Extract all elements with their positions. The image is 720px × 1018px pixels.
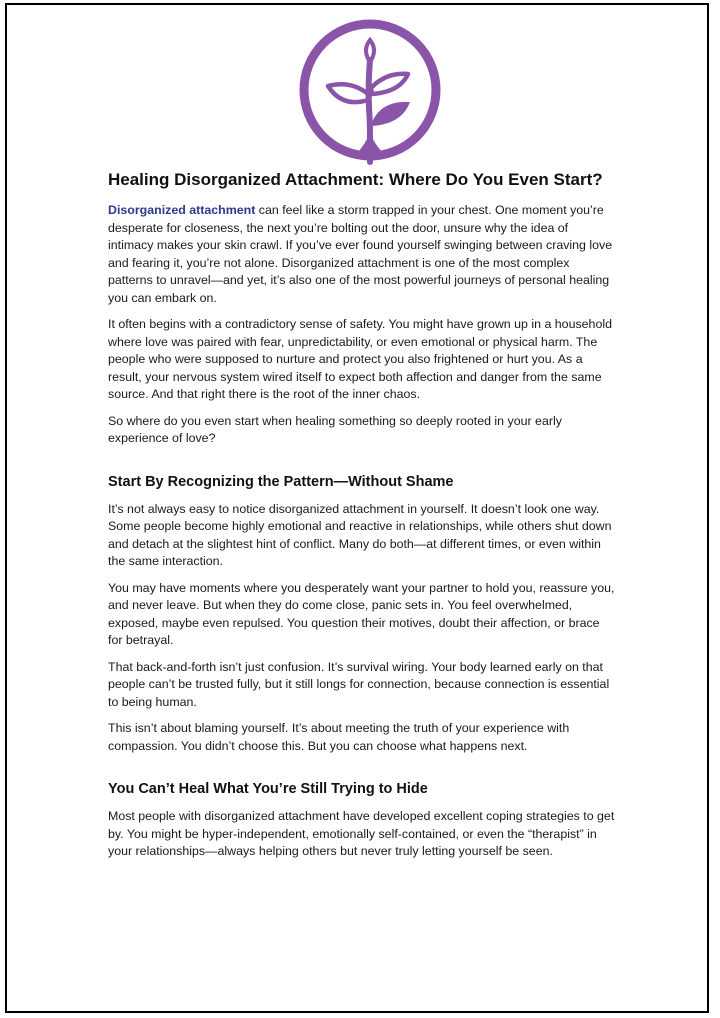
section-heading-hide: You Can’t Heal What You’re Still Trying to Hide [108, 781, 428, 797]
disorganized-attachment-link[interactable]: Disorganized attachment [108, 203, 256, 217]
article [108, 168, 616, 870]
plant-sprout-icon [296, 12, 444, 168]
article-title: Healing Disorganized Attachment: Where Do You Even Start? [108, 170, 603, 189]
section-heading-recognizing: Start By Recognizing the Pattern—Without Shame [108, 473, 454, 490]
section1-paragraph-1: It’s not always easy to notice disorganized attachment in yourself. It doesn’t look one way. Some people become highly emotional and reactive in relationships, while others shut down and detach at the slightest hint of conflict. Many do both—at different times, or even within the same interaction. [108, 501, 612, 568]
paragraph-2: It often begins with a contradictory sense of safety. You might have grown up in a household where love was paired with fear, unpredictability, or even emotional or physical harm. The people who were supposed to nurture and protect you also frightened or hurt you. As a result, your nervous system wired itself to expect both affection and danger from the same source. And that right there is the root of the inner chaos. [108, 317, 612, 401]
section2-paragraph-1: Most people with disorganized attachment have developed excellent coping strategies to get by. You might be hyper-independent, emotionally self-contained, or even the “therapist” in your relationships—always helping others but never truly letting yourself be seen. [108, 809, 615, 858]
section1-paragraph-2: You may have moments where you desperately want your partner to hold you, reassure you, and never leave. But when they do come close, panic sets in. You feel overwhelmed, exposed, maybe even repulsed. You question their motives, doubt their affection, or brace for betrayal. [108, 580, 615, 647]
section1-paragraph-4: This isn’t about blaming yourself. It’s about meeting the truth of your experience with compassion. You didn’t choose this. But you can choose what happens next. [108, 721, 570, 753]
section1-paragraph-3: That back-and-forth isn’t just confusion. It’s survival wiring. Your body learned early on that people can’t be trusted fully, but it still longs for connection, because connection is essential to being human. [108, 659, 610, 709]
paragraph-3: So where do you even start when healing something so deeply rooted in your early experience of love? [108, 413, 562, 445]
intro-paragraph [108, 202, 616, 307]
intro-text: can feel like a storm trapped in your chest. One moment you’re desperate for closeness, the next you’re bolting out the door, unsure why the idea of intimacy makes your skin crawl. If you’ve ever found yourself swinging between craving love and fearing it, you’re not alone. Disorganized attachment is one of the most complex patterns to unravel—and yet, it’s also one of the most powerful journeys of personal healing you can embark on. [108, 203, 613, 305]
